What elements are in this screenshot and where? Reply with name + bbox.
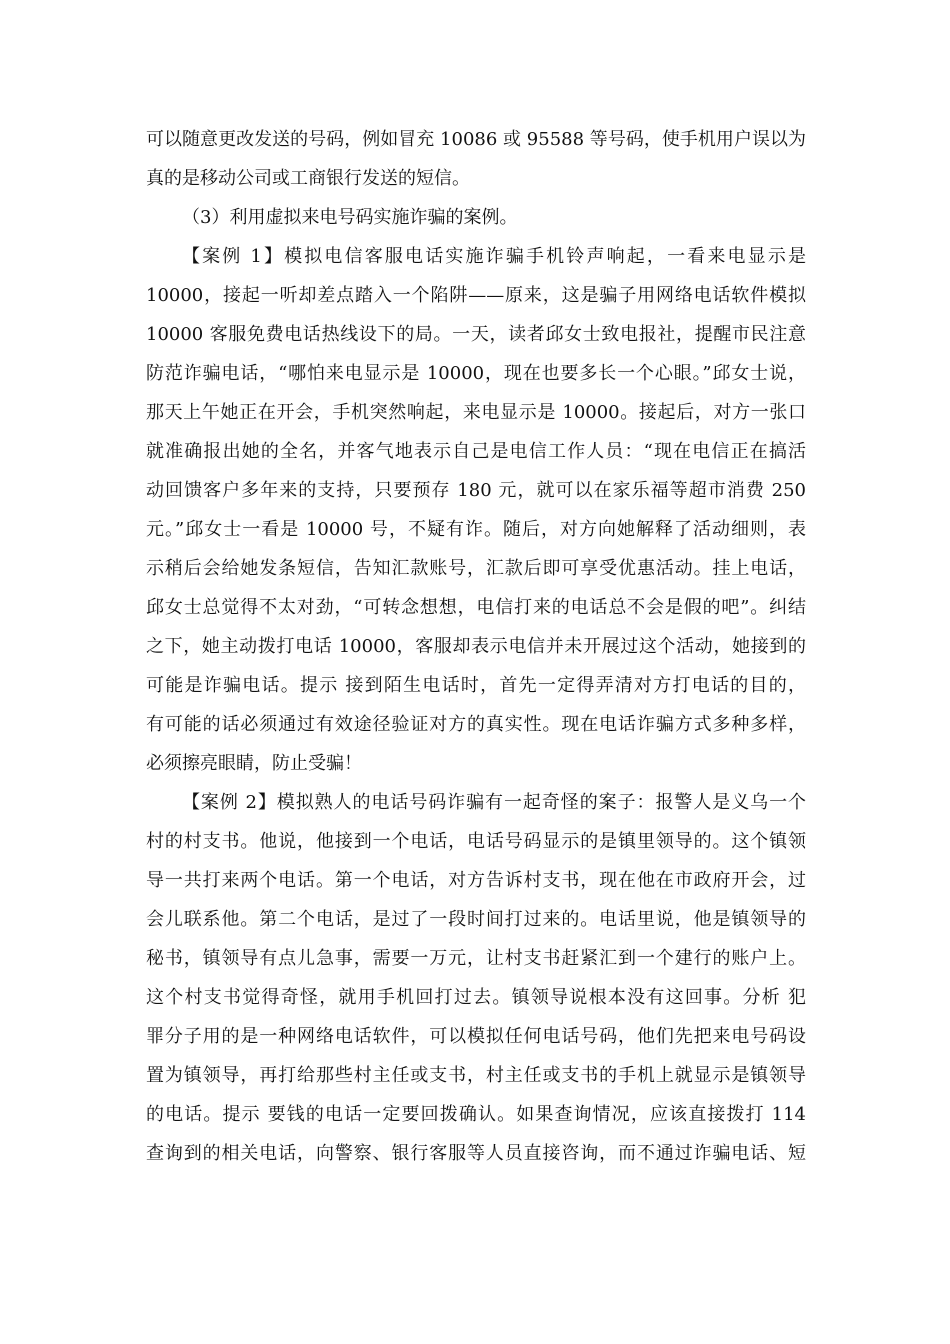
text-line: 示稍后会给她发条短信，告知汇款账号，汇款后即可享受优惠活动。挂上电话， [146,558,806,579]
text-line: 置为镇领导，再打给那些村主任或支书，村主任或支书的手机上就显示是镇领导 [146,1065,806,1086]
text-line: 这个村支书觉得奇怪，就用手机回打过去。镇领导说根本没有这回事。分析 犯 [146,987,806,1008]
text-line: 元。”邱女士一看是 10000 号，不疑有诈。随后，对方向她解释了活动细则，表 [146,519,806,540]
text-line: 真的是移动公司或工商银行发送的短信。 [146,168,470,189]
text-line: 防范诈骗电话，“哪怕来电显示是 10000，现在也要多长一个心眼。”邱女士说， [146,363,806,384]
text-line: 【案例 2】模拟熟人的电话号码诈骗有一起奇怪的案子：报警人是义乌一个 [182,792,806,813]
text-line: 秘书，镇领导有点儿急事，需要一万元，让村支书赶紧汇到一个建行的账户上。 [146,948,806,969]
text-line: 之下，她主动拨打电话 10000，客服却表示电信并未开展过这个活动，她接到的 [146,636,806,657]
text-line: 的电话。提示 要钱的电话一定要回拨确认。如果查询情况，应该直接拨打 114 [146,1104,806,1125]
text-line: 邱女士总觉得不太对劲，“可转念想想，电信打来的电话总不会是假的吧”。纠结 [146,597,806,618]
text-line: （3）利用虚拟来电号码实施诈骗的案例。 [182,207,518,228]
text-line: 10000，接起一听却差点踏入一个陷阱——原来，这是骗子用网络电话软件模拟 [146,285,806,306]
text-line: 查询到的相关电话，向警察、银行客服等人员直接咨询，而不通过诈骗电话、短 [146,1143,806,1164]
text-line: 有可能的话必须通过有效途径验证对方的真实性。现在电话诈骗方式多种多样， [146,714,806,735]
text-line: 村的村支书。他说，他接到一个电话，电话号码显示的是镇里领导的。这个镇领 [146,831,806,852]
text-line: 【案例 1】模拟电信客服电话实施诈骗手机铃声响起，一看来电显示是 [182,246,806,267]
text-line: 可能是诈骗电话。提示 接到陌生电话时，首先一定得弄清对方打电话的目的， [146,675,806,696]
text-line: 动回馈客户多年来的支持，只要预存 180 元，就可以在家乐福等超市消费 250 [146,480,806,501]
text-line: 10000 客服免费电话热线设下的局。一天，读者邱女士致电报社，提醒市民注意 [146,324,806,345]
text-line: 导一共打来两个电话。第一个电话，对方告诉村支书，现在他在市政府开会，过 [146,870,806,891]
text-line: 会儿联系他。第二个电话，是过了一段时间打过来的。电话里说，他是镇领导的 [146,909,806,930]
text-line: 罪分子用的是一种网络电话软件，可以模拟任何电话号码，他们先把来电号码设 [146,1026,806,1047]
text-line: 就准确报出她的全名，并客气地表示自己是电信工作人员：“现在电信正在搞活 [146,441,806,462]
text-line: 可以随意更改发送的号码，例如冒充 10086 或 95588 等号码，使手机用户误以为 [146,129,806,150]
text-line: 那天上午她正在开会，手机突然响起，来电显示是 10000。接起后，对方一张口 [146,402,806,423]
text-line: 必须擦亮眼睛，防止受骗！ [146,753,362,774]
